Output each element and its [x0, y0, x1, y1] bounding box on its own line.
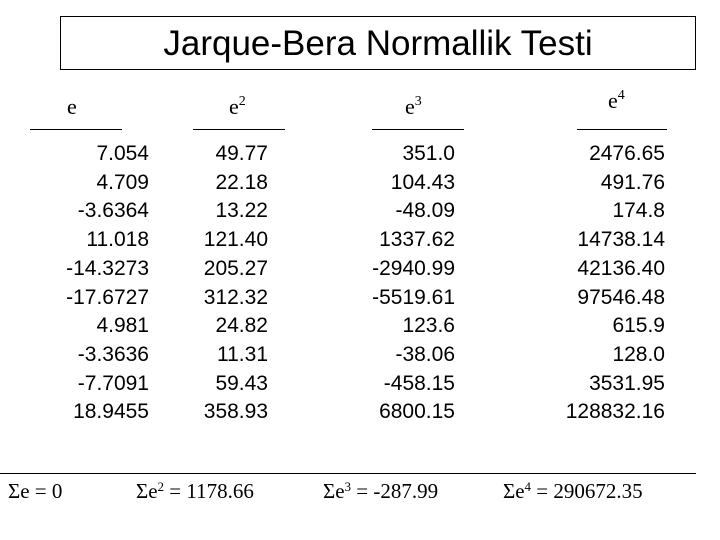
cell-e3-10: 6800.15: [379, 400, 455, 424]
header-e3-exp: 3: [414, 94, 422, 109]
sum-e-rest: = 0: [29, 479, 63, 503]
sum-e3: [323, 479, 438, 504]
header-e4-exp: 4: [617, 88, 625, 103]
cell-e-5: -14.3273: [66, 256, 149, 280]
cell-e4-3: 174.8: [612, 199, 665, 223]
sum-divider: [0, 473, 696, 474]
cell-e-9: -7.7091: [77, 371, 149, 395]
cell-e4-5: 42136.40: [577, 256, 665, 280]
cell-e3-7: 123.6: [402, 314, 455, 338]
column-e: [30, 140, 149, 427]
cell-e3-4: 1337.62: [379, 228, 455, 252]
cell-e-10: 18.9455: [73, 400, 149, 424]
header-e4: [608, 88, 625, 114]
cell-e4-10: 128832.16: [565, 400, 665, 424]
cell-e4-8: 128.0: [612, 342, 665, 366]
header-e3: [405, 94, 422, 120]
cell-e3-9: -458.15: [383, 371, 455, 395]
cell-e3-6: -5519.61: [372, 285, 455, 309]
cell-e4-6: 97546.48: [577, 285, 665, 309]
cell-e2-3: 13.22: [215, 199, 268, 223]
column-e2: [180, 140, 268, 427]
sum-e2-rest: = 1178.66: [164, 479, 254, 503]
header-e2: [229, 94, 246, 120]
cell-e4-1: 2476.65: [589, 142, 665, 165]
column-e3: [340, 140, 455, 427]
sum-e3-rest: = -287.99: [351, 479, 439, 503]
cell-e-6: -17.6727: [66, 285, 149, 309]
cell-e2-1: 49.77: [215, 142, 268, 165]
header-e2-base: e: [229, 94, 239, 119]
cell-e-1: 7.054: [96, 142, 149, 165]
header-e4-base: e: [608, 88, 618, 113]
sum-e4-exp: 4: [524, 479, 532, 494]
sum-e4-rest: = 290672.35: [531, 479, 643, 503]
header-e-base: e: [67, 94, 77, 119]
sum-e-sigma: Σe: [8, 479, 30, 503]
cell-e2-7: 24.82: [215, 314, 268, 338]
header-e3-base: e: [405, 94, 415, 119]
sum-e2-sigma: Σe: [136, 479, 158, 503]
cell-e2-2: 22.18: [215, 170, 268, 194]
sum-e4: [503, 479, 643, 504]
header-rule-e: [30, 129, 122, 130]
cell-e2-4: 121.40: [203, 228, 268, 252]
header-rule-e3: [372, 129, 464, 130]
cell-e-7: 4.981: [96, 314, 149, 338]
cell-e2-5: 205.27: [203, 256, 268, 280]
page-title: Jarque-Bera Normallik Testi: [163, 24, 593, 63]
cell-e2-10: 358.93: [203, 400, 268, 424]
sum-e: [8, 479, 62, 504]
header-rule-e2: [193, 129, 285, 130]
cell-e4-4: 14738.14: [577, 228, 665, 252]
cell-e3-3: -48.09: [395, 199, 455, 223]
cell-e2-8: 11.31: [217, 342, 268, 366]
cell-e3-5: -2940.99: [372, 256, 455, 280]
cell-e2-9: 59.43: [215, 371, 268, 395]
cell-e2-6: 312.32: [203, 285, 268, 309]
sum-e3-sigma: Σe: [323, 479, 345, 503]
cell-e3-2: 104.43: [390, 170, 455, 194]
cell-e-4: 11.018: [86, 228, 149, 252]
sum-e3-exp: 3: [344, 479, 352, 494]
header-e2-exp: 2: [238, 94, 246, 109]
sum-e2: [136, 479, 254, 504]
cell-e4-2: 491.76: [600, 170, 665, 194]
sum-e4-sigma: Σe: [503, 479, 525, 503]
header-e: [67, 94, 77, 120]
cell-e3-1: 351.0: [402, 142, 455, 165]
sum-e2-exp: 2: [157, 479, 165, 494]
cell-e3-8: -38.06: [395, 342, 455, 366]
cell-e4-7: 615.9: [612, 314, 665, 338]
cell-e-2: 4.709: [96, 170, 149, 194]
cell-e4-9: 3531.95: [589, 371, 665, 395]
cell-e-8: -3.3636: [77, 342, 149, 366]
header-rule-e4: [577, 129, 667, 130]
cell-e-3: -3.6364: [77, 199, 149, 223]
column-e4: [540, 140, 665, 427]
